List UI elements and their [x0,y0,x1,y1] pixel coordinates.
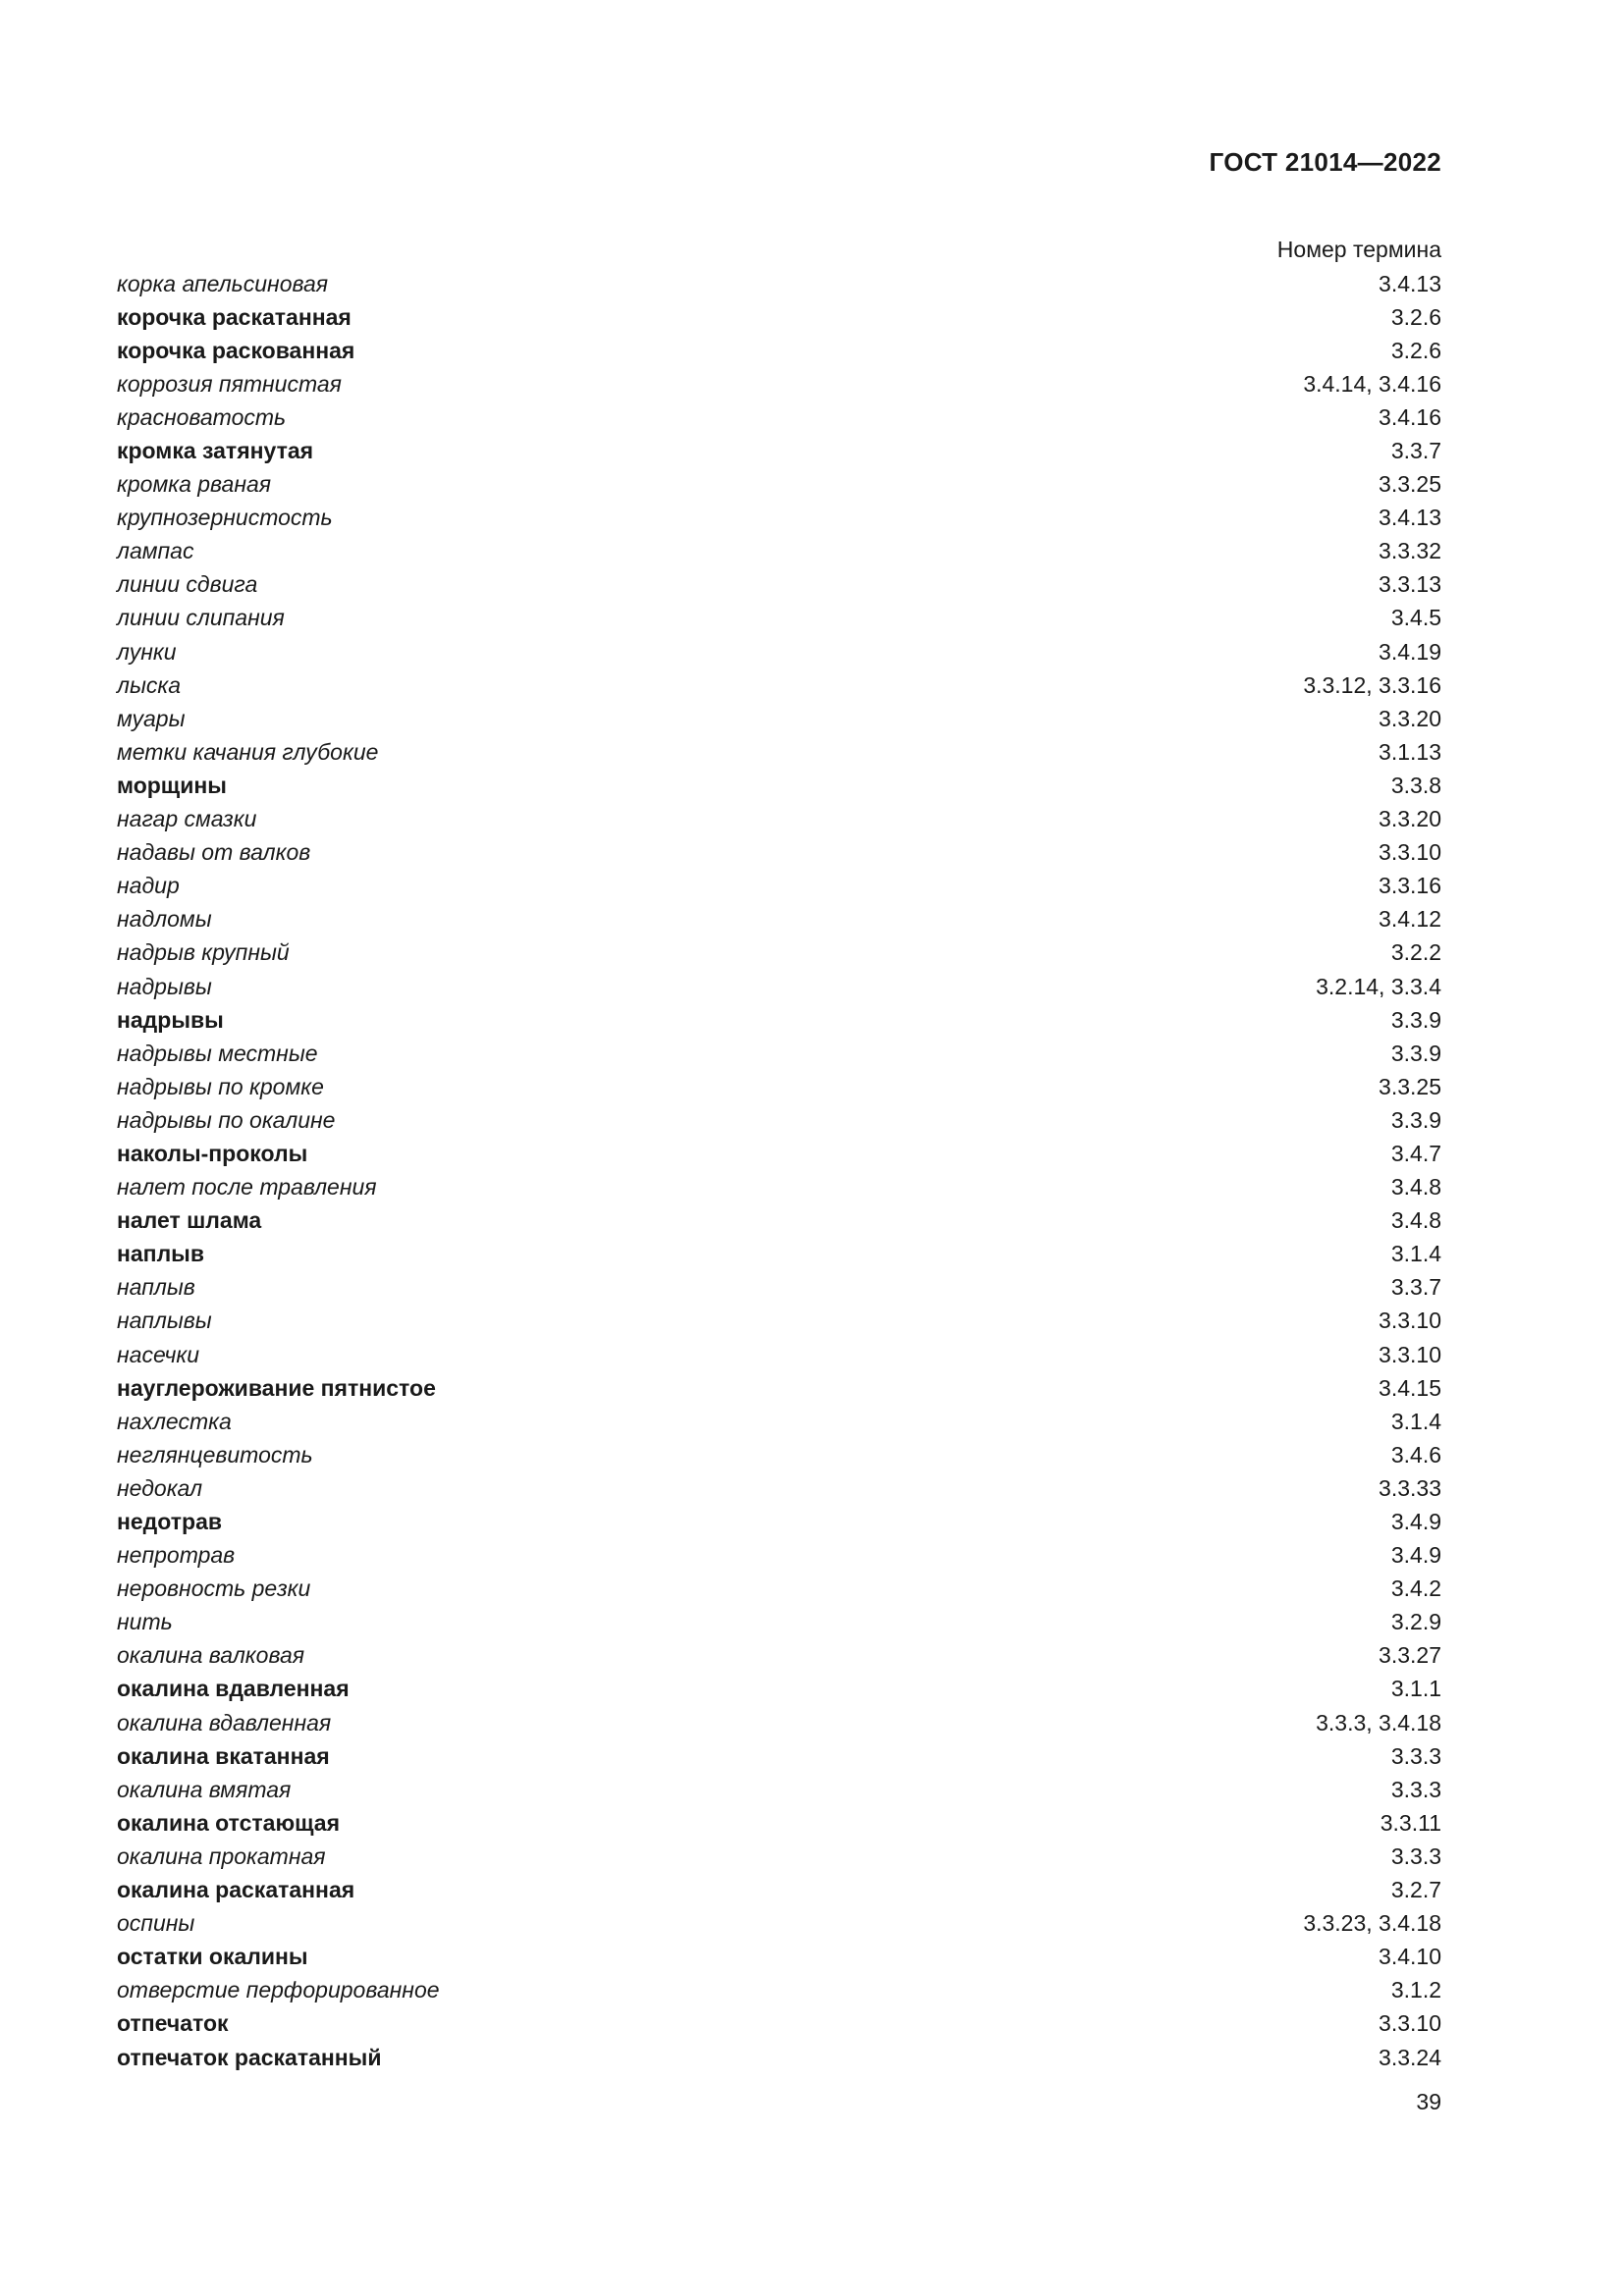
term-label: непротрав [117,1542,236,1569]
term-number: 3.4.16 [1379,403,1441,430]
term-number: 3.4.6 [1390,1441,1441,1468]
term-label: надрывы по кромке [117,1073,324,1099]
list-item [117,1103,1441,1137]
list-item [117,1874,1441,1907]
term-number: 3.2.6 [1390,337,1441,363]
term-label: линии сдвига [117,571,258,598]
term-label: корочка раскованная [117,337,355,363]
term-number: 3.2.6 [1390,303,1441,330]
term-label: нахлестка [117,1408,232,1434]
list-item [117,267,1441,300]
list-item [117,970,1441,1003]
list-item [117,836,1441,870]
term-number: 3.4.13 [1379,270,1441,296]
term-label: надрывы [117,973,212,999]
list-item [117,1606,1441,1639]
term-label: оспины [117,1910,195,1937]
list-item [117,434,1441,467]
term-label: лыска [117,671,182,698]
term-number: 3.4.8 [1390,1207,1441,1234]
term-number: 3.4.13 [1379,505,1441,531]
term-label: кромка затянутая [117,438,314,464]
term-index-list [117,267,1441,2074]
term-label: налет после травления [117,1174,377,1201]
term-label: надавы от валков [117,839,311,866]
term-label: надрывы по окалине [117,1106,336,1133]
term-label: надрыв крупный [117,939,290,966]
list-item [117,1238,1441,1271]
term-number: 3.3.16 [1379,873,1441,899]
term-number: 3.4.9 [1390,1542,1441,1569]
list-item [117,903,1441,936]
term-label: надломы [117,906,212,933]
term-number: 3.3.20 [1379,806,1441,832]
term-label: окалина вдавленная [117,1676,350,1702]
list-item [117,1405,1441,1438]
list-item [117,1037,1441,1070]
term-label: наплыв [117,1274,195,1301]
term-label: окалина валковая [117,1642,305,1669]
term-number: 3.3.12, 3.3.16 [1303,671,1441,698]
term-label: лунки [117,638,177,665]
term-label: нагар смазки [117,806,257,832]
list-item [117,300,1441,334]
term-number: 3.1.13 [1379,738,1441,765]
term-label: наколы-проколы [117,1140,308,1166]
list-item [117,1739,1441,1773]
term-number: 3.3.3 [1390,1842,1441,1869]
term-label: нить [117,1609,173,1635]
list-item [117,1271,1441,1305]
list-item [117,502,1441,535]
list-item [117,1003,1441,1037]
term-label: кромка рваная [117,471,272,498]
term-label: налет шлама [117,1207,262,1234]
term-label: линии слипания [117,605,285,631]
term-label: окалина раскатанная [117,1877,355,1903]
list-item [117,1974,1441,2007]
term-label: наплывы [117,1308,212,1334]
term-number: 3.3.27 [1379,1642,1441,1669]
term-number: 3.3.32 [1379,538,1441,564]
term-number: 3.3.9 [1390,1040,1441,1066]
term-number: 3.3.10 [1379,1341,1441,1367]
term-number: 3.4.10 [1379,1944,1441,1970]
list-item [117,769,1441,802]
term-number: 3.3.10 [1379,2010,1441,2037]
list-item [117,1573,1441,1606]
term-number: 3.4.19 [1379,638,1441,665]
term-label: корка апельсиновая [117,270,329,296]
term-number: 3.3.8 [1390,772,1441,798]
list-item [117,803,1441,836]
term-number: 3.3.9 [1390,1106,1441,1133]
term-number: 3.4.15 [1379,1374,1441,1401]
term-number: 3.3.11 [1380,1809,1441,1836]
list-item [117,535,1441,568]
term-label: недотрав [117,1509,223,1535]
term-number: 3.4.2 [1390,1575,1441,1602]
list-item [117,1471,1441,1505]
column-header-term-number: Номер термина [1276,237,1441,262]
list-item [117,1305,1441,1338]
term-label: окалина вмятая [117,1776,292,1802]
term-number: 3.3.7 [1390,438,1441,464]
term-label: остатки окалины [117,1944,308,1970]
list-item [117,568,1441,602]
list-item [117,2007,1441,2041]
term-number: 3.3.3, 3.4.18 [1316,1709,1441,1735]
list-item [117,334,1441,367]
term-number: 3.1.1 [1390,1676,1441,1702]
list-item [117,2041,1441,2074]
term-label: наплыв [117,1241,204,1267]
term-label: морщины [117,772,227,798]
list-item [117,1639,1441,1673]
term-label: насечки [117,1341,200,1367]
term-label: отверстие перфорированное [117,1977,440,2003]
term-label: лампас [117,538,194,564]
list-item [117,635,1441,668]
term-number: 3.2.7 [1390,1877,1441,1903]
list-item [117,1673,1441,1706]
list-item [117,870,1441,903]
term-label: отпечаток [117,2010,229,2037]
term-label: науглероживание пятнистое [117,1374,436,1401]
list-item [117,1204,1441,1238]
term-number: 3.3.25 [1379,471,1441,498]
list-item [117,468,1441,502]
term-label: надрывы [117,1006,224,1033]
list-item [117,1338,1441,1371]
term-label: красноватость [117,403,287,430]
term-number: 3.4.5 [1390,605,1441,631]
term-label: коррозия пятнистая [117,370,342,397]
page-number: 39 [1416,2089,1441,2114]
list-item [117,1840,1441,1873]
term-number: 3.2.2 [1390,939,1441,966]
list-item [117,1907,1441,1941]
term-number: 3.3.25 [1379,1073,1441,1099]
term-label: надир [117,873,180,899]
term-number: 3.1.4 [1390,1408,1441,1434]
list-item [117,735,1441,769]
term-label: окалина отстающая [117,1809,341,1836]
list-item [117,1070,1441,1103]
list-item [117,668,1441,702]
term-label: метки качания глубокие [117,738,379,765]
term-number: 3.3.10 [1379,839,1441,866]
list-item [117,1171,1441,1204]
term-label: недокал [117,1474,203,1501]
list-item [117,1539,1441,1573]
term-number: 3.4.14, 3.4.16 [1303,370,1441,397]
term-number: 3.4.7 [1390,1140,1441,1166]
term-number: 3.3.9 [1390,1006,1441,1033]
term-label: окалина прокатная [117,1842,326,1869]
term-number: 3.4.12 [1379,906,1441,933]
list-item [117,1941,1441,1974]
term-number: 3.3.33 [1379,1474,1441,1501]
list-item [117,400,1441,434]
list-item [117,1505,1441,1538]
term-number: 3.3.3 [1390,1776,1441,1802]
list-item [117,1773,1441,1806]
term-number: 3.2.9 [1390,1609,1441,1635]
list-item [117,1706,1441,1739]
list-item [117,936,1441,970]
list-item [117,367,1441,400]
term-label: окалина вкатанная [117,1742,330,1769]
term-number: 3.2.14, 3.3.4 [1316,973,1441,999]
term-label: неровность резки [117,1575,311,1602]
term-label: муары [117,705,186,731]
list-item [117,1438,1441,1471]
term-label: надрывы местные [117,1040,318,1066]
term-number: 3.3.24 [1379,2044,1441,2070]
list-item [117,1806,1441,1840]
term-number: 3.1.4 [1390,1241,1441,1267]
document-header: ГОСТ 21014—2022 [1209,147,1441,177]
term-number: 3.4.9 [1390,1509,1441,1535]
list-item [117,602,1441,635]
term-number: 3.3.7 [1390,1274,1441,1301]
term-number: 3.3.13 [1379,571,1441,598]
term-number: 3.3.10 [1379,1308,1441,1334]
list-item [117,1371,1441,1405]
term-label: крупнозернистость [117,505,333,531]
term-number: 3.3.23, 3.4.18 [1303,1910,1441,1937]
term-label: отпечаток раскатанный [117,2044,382,2070]
term-label: корочка раскатанная [117,303,352,330]
list-item [117,702,1441,735]
list-item [117,1137,1441,1170]
term-number: 3.3.3 [1390,1742,1441,1769]
term-number: 3.3.20 [1379,705,1441,731]
term-label: неглянцевитость [117,1441,313,1468]
term-label: окалина вдавленная [117,1709,332,1735]
term-number: 3.4.8 [1390,1174,1441,1201]
term-number: 3.1.2 [1390,1977,1441,2003]
